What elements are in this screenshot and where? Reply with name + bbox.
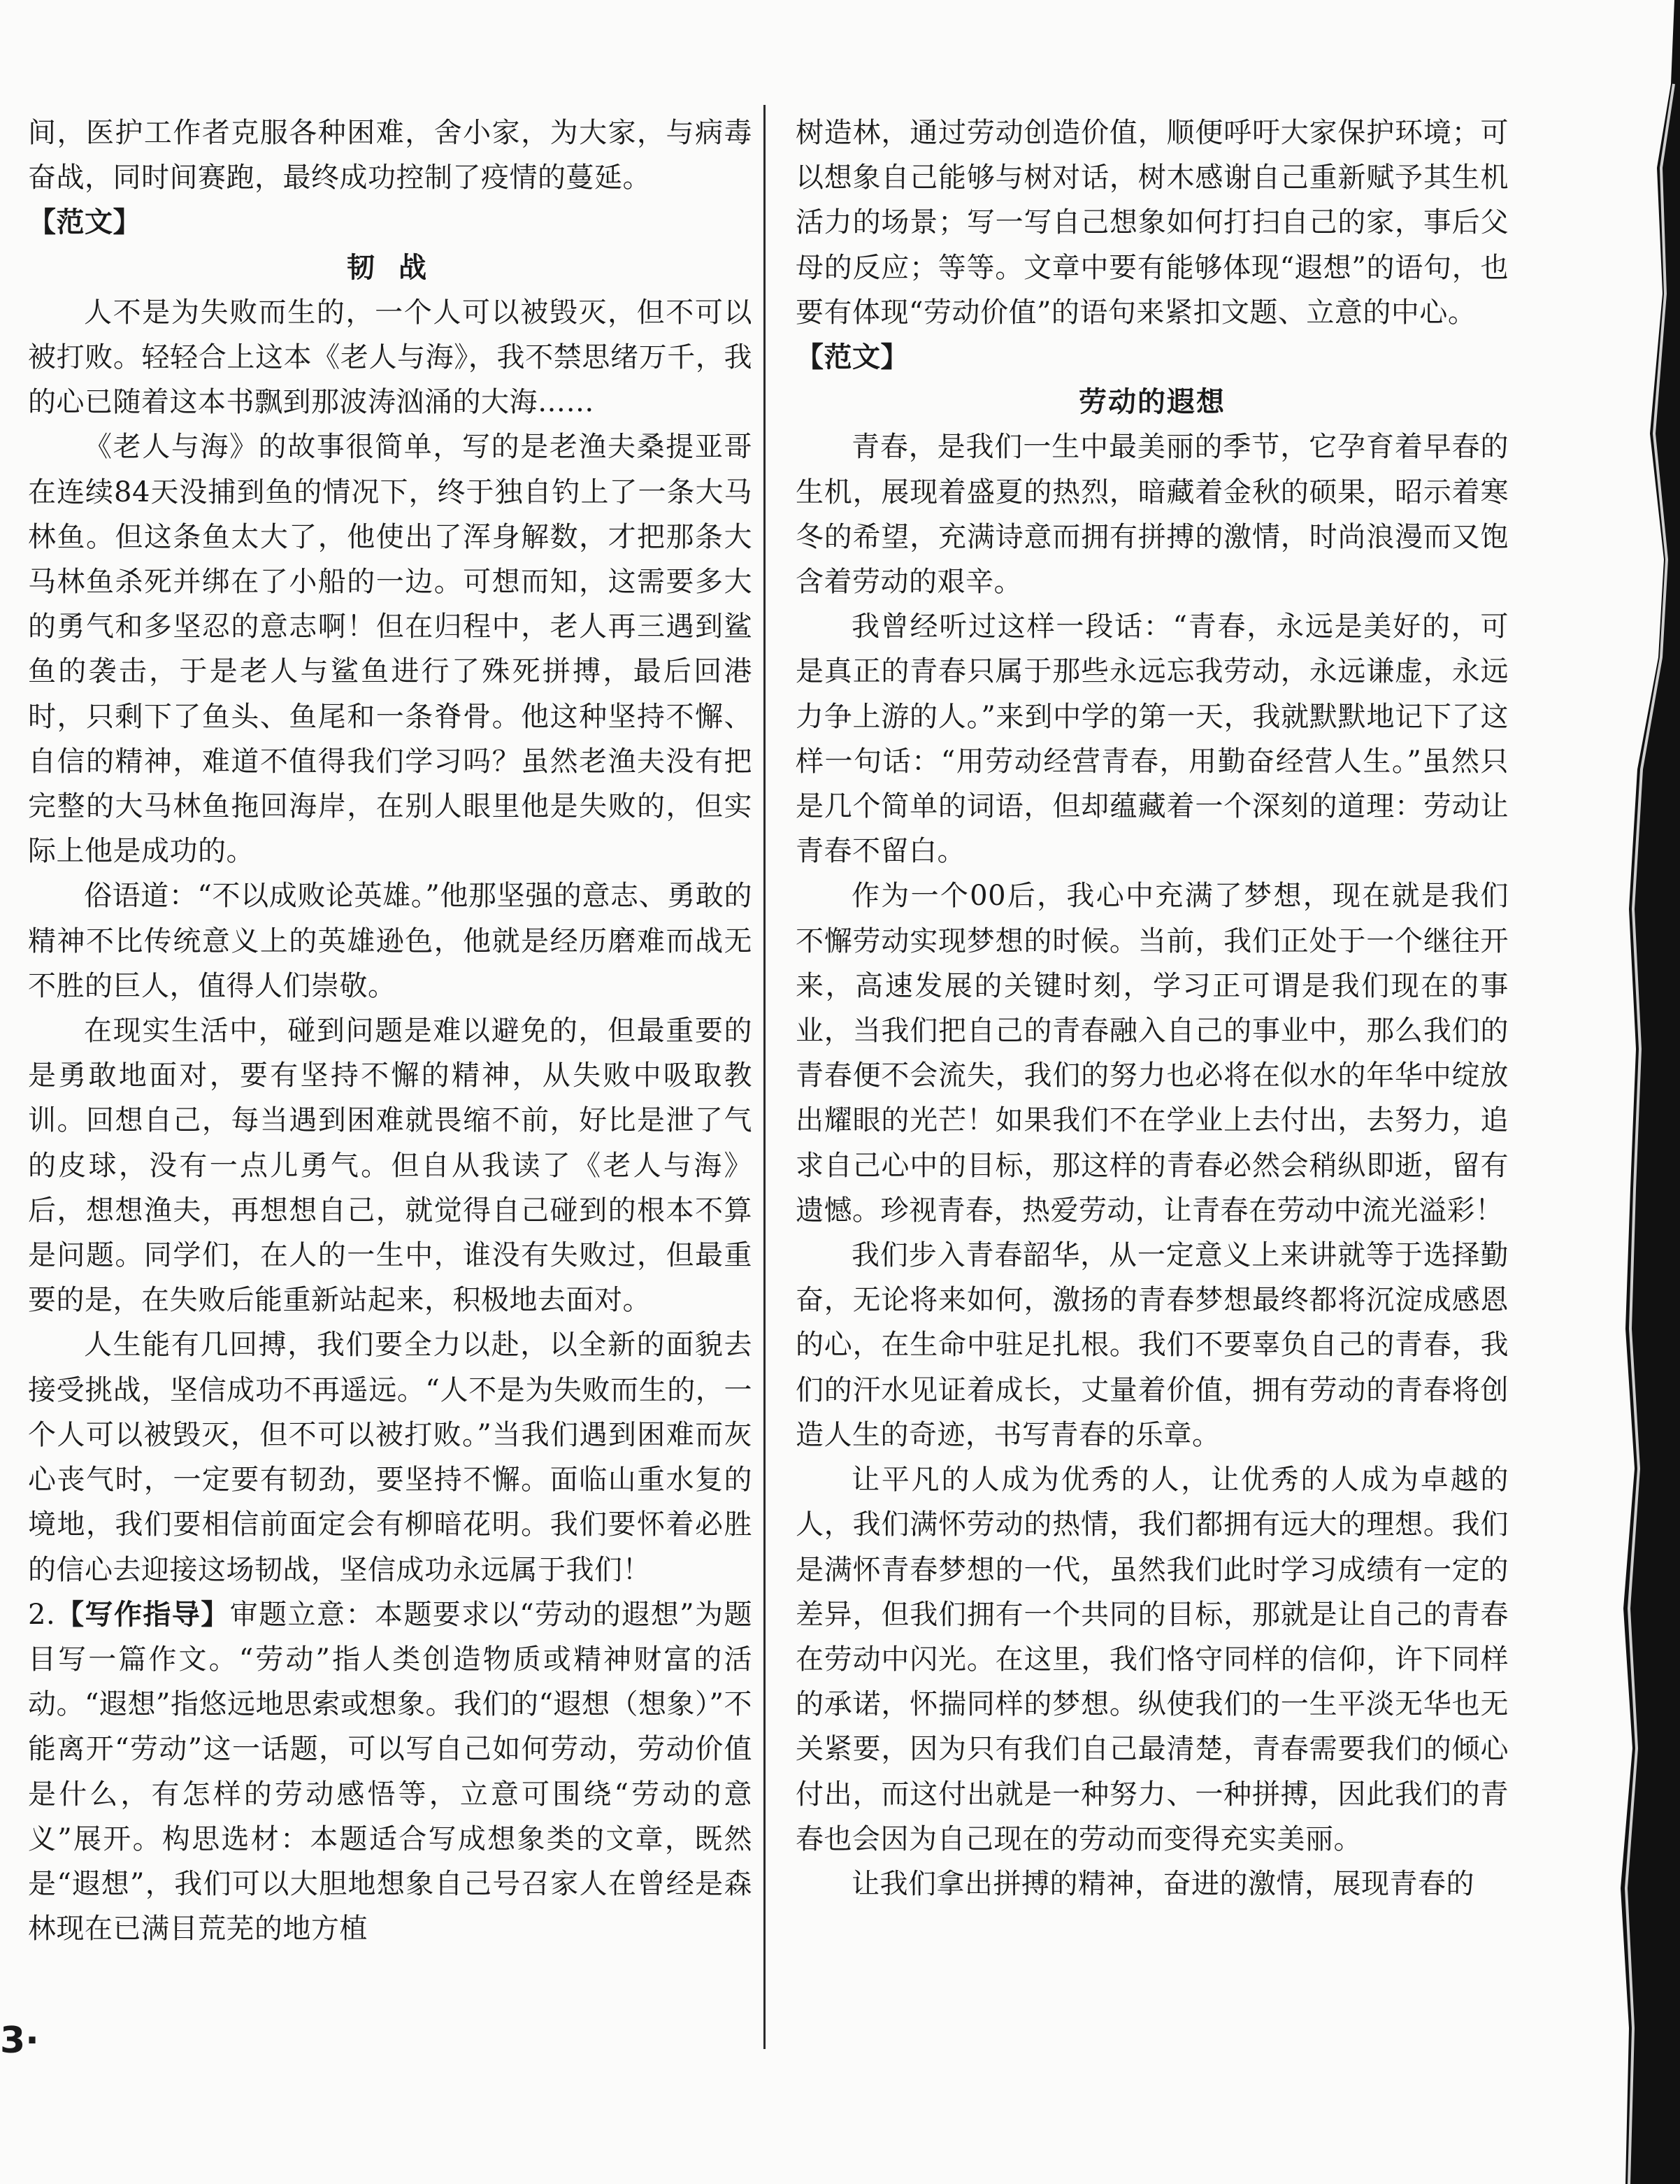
essay-title-1: 韧 战	[347, 251, 433, 284]
left-paragraph-3: 《老人与海》的故事很简单，写的是老渔夫桑提亚哥在连续84天没捕到鱼的情况下，终于独自钓上了一条大马林鱼。但这条鱼太大了，他使出了浑身解数，才把那条大马林鱼杀死并绑在了小船的一边。可想而知，这需要多大的勇气和多坚忍的意志啊！但在归程中，老人再三遇到鲨鱼的袭击，于是老人与鲨鱼进行了殊死拼搏，最后回港时，只剩下了鱼头、鱼尾和一条脊骨。他这种坚持不懈、自信的精神，难道不值得我们学习吗？虽然老渔夫没有把完整的大马林鱼拖回海岸，在别人眼里他是失败的，但实际上他是成功的。	[28, 431, 752, 868]
right-paragraph-3: 我曾经听过这样一段话：“青春，永远是美好的，可是真正的青春只属于那些永远忘我劳动，永远谦虚，永远力争上游的人。”来到中学的第一天，我就默默地记下了这样一句话：“用劳动经营青春，用勤奋经营人生。”虽然只是几个简单的词语，但却蕴藏着一个深刻的道理：劳动让青春不留白。	[796, 611, 1509, 868]
right-paragraph-5: 我们步入青春韶华，从一定意义上来讲就等于选择勤奋，无论将来如何，激扬的青春梦想最终都将沉淀成感恩的心，在生命中驻足扎根。我们不要辜负自己的青春，我们的汗水见证着成长，丈量着价值，拥有劳动的青春将创造人生的奇迹，书写青春的乐章。	[796, 1239, 1509, 1451]
right-paragraph-2: 青春，是我们一生中最美丽的季节，它孕育着早春的生机，展现着盛夏的热烈，暗藏着金秋的硕果，昭示着寒冬的希望，充满诗意而拥有拼搏的激情，时尚浪漫而又饱含着劳动的艰辛。	[796, 431, 1509, 599]
sample-essay-tag-2: 【范文】	[796, 341, 909, 374]
writing-guide-tag: 【写作指导】	[55, 1598, 230, 1631]
left-paragraph-1: 间，医护工作者克服各种困难，舍小家，为大家，与病毒奋战，同时间赛跑，最终成功控制了疫情的蔓延。	[28, 117, 752, 194]
left-paragraph-2: 人不是为失败而生的，一个人可以被毁灭，但不可以被打败。轻轻合上这本《老人与海》，我不禁思绪万千，我的心已随着这本书飘到那波涛汹涌的大海……	[28, 296, 752, 419]
column-divider	[763, 105, 766, 2049]
writing-guide-body: 审题立意：本题要求以“劳动的遐想”为题目写一篇作文。“劳动”指人类创造物质或精神财富的活动。“遐想”指悠远地思索或想象。我们的“遐想（想象）”不能离开“劳动”这一话题，可以写自己如何劳动，劳动价值是什么，有怎样的劳动感悟等，立意可围绕“劳动的意义”展开。构思选材：本题适合写成想象类的文章，既然是“遐想”，我们可以大胆地想象自己号召家人在曾经是森林现在已满目荒芜的地方植	[28, 1598, 752, 1946]
question-number: 2.	[28, 1598, 56, 1631]
left-paragraph-4: 俗语道：“不以成败论英雄。”他那坚强的意志、勇敢的精神不比传统意义上的英雄逊色，他就是经历磨难而战无不胜的巨人，值得人们崇敬。	[28, 880, 752, 1002]
left-paragraph-6: 人生能有几回搏，我们要全力以赴，以全新的面貌去接受挑战，坚信成功不再遥远。“人不是为失败而生的，一个人可以被毁灭，但不可以被打败。”当我们遇到困难而灰心丧气时，一定要有韧劲，要坚持不懈。面临山重水复的境地，我们要相信前面定会有柳暗花明。我们要怀着必胜的信心去迎接这场韧战，坚信成功永远属于我们！	[28, 1329, 752, 1586]
page-number: 3·	[0, 2020, 39, 2062]
right-paragraph-1: 树造林，通过劳动创造价值，顺便呼吁大家保护环境；可以想象自己能够与树对话，树木感谢自己重新赋予其生机活力的场景；写一写自己想象如何打扫自己的家，事后父母的反应；等等。文章中要有能够体现“遐想”的语句，也要有体现“劳动价值”的语句来紧扣文题、立意的中心。	[796, 117, 1509, 329]
left-paragraph-5: 在现实生活中，碰到问题是难以避免的，但最重要的是勇敢地面对，要有坚持不懈的精神，从失败中吸取教训。回想自己，每当遇到困难就畏缩不前，好比是泄了气的皮球，没有一点儿勇气。但自从我读了《老人与海》后，想想渔夫，再想想自己，就觉得自己碰到的根本不算是问题。同学们，在人的一生中，谁没有失败过，但最重要的是，在失败后能重新站起来，积极地去面对。	[28, 1015, 752, 1317]
sample-essay-tag-1: 【范文】	[28, 206, 141, 239]
right-paragraph-6: 让平凡的人成为优秀的人，让优秀的人成为卓越的人，我们满怀劳动的热情，我们都拥有远大的理想。我们是满怀青春梦想的一代，虽然我们此时学习成绩有一定的差异，但我们拥有一个共同的目标，那就是让自己的青春在劳动中闪光。在这里，我们恪守同样的信仰，许下同样的承诺，怀揣同样的梦想。纵使我们的一生平淡无华也无关紧要，因为只有我们自己最清楚，青春需要我们的倾心付出，而这付出就是一种努力、一种拼搏，因此我们的青春也会因为自己现在的劳动而变得充实美丽。	[796, 1464, 1509, 1855]
left-column	[28, 110, 752, 1951]
writing-guide-paragraph	[28, 1592, 752, 1952]
right-column	[796, 110, 1509, 1906]
right-paragraph-7: 让我们拿出拼搏的精神，奋进的激情，展现青春的	[852, 1867, 1474, 1900]
essay-title-2: 劳动的遐想	[1079, 386, 1226, 419]
right-paragraph-4: 作为一个00后，我心中充满了梦想，现在就是我们不懈劳动实现梦想的时候。当前，我们正处于一个继往开来，高速发展的关键时刻，学习正可谓是我们现在的事业，当我们把自己的青春融入自己的事业中，那么我们的青春便不会流失，我们的努力也必将在似水的年华中绽放出耀眼的光芒！如果我们不在学业上去付出，去努力，追求自己心中的目标，那这样的青春必然会稍纵即逝，留有遗憾。珍视青春，热爱劳动，让青春在劳动中流光溢彩！	[796, 880, 1509, 1227]
